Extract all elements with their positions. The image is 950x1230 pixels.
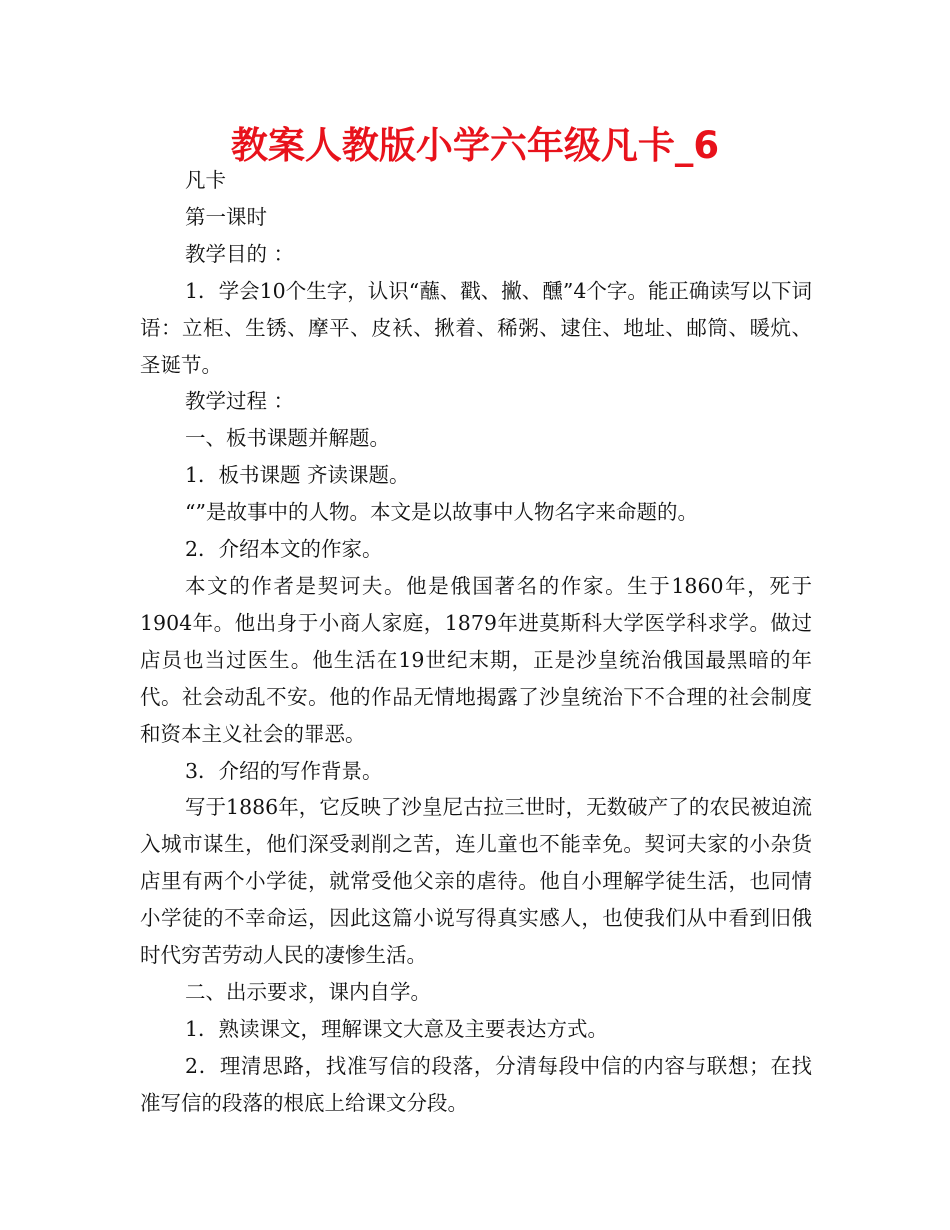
paragraph-goal-1: 1．学会10个生字，认识“蘸、戳、撇、醺”4个字。能正确读写以下词语：立柜、生锈、摩平、皮袄、揪着、稀粥、逮住、地址、邮筒、暖炕、圣诞节。 (140, 278, 812, 377)
section-heading-2: 二、出示要求，课内自学。 (185, 979, 431, 1004)
heading-lesson-name: 凡卡 (185, 168, 226, 192)
paragraph-title-note: “”是故事中的人物。本文是以故事中人物名字来命题的。 (185, 500, 698, 525)
paragraph-requirement-2: 2．理清思路，找准写信的段落，分清每段中信的内容与联想；在找准写信的段落的根底上给课文分段。 (140, 1053, 812, 1115)
section-heading-1: 一、板书课题并解题。 (185, 426, 390, 451)
heading-first-period: 第一课时 (185, 204, 267, 229)
paragraph-step-2: 2．介绍本文的作家。 (185, 537, 383, 562)
paragraph-step-1: 1．板书课题 齐读课题。 (185, 463, 410, 488)
heading-teaching-goals: 教学目的 ： (185, 241, 295, 266)
paragraph-author-intro: 本文的作者是契诃夫。他是俄国著名的作家。生于1860年，死于1904年。他出身于小商人家庭，1879年进莫斯科大学医学科求学。做过店员也当过医生。他生活在19世纪末期，正是沙皇统治俄国最黑暗的年代。社会动乱不安。他的作品无情地揭露了沙皇统治下不合理的社会制度和资本主义社会的罪恶。 (140, 573, 812, 746)
document-title: 教案人教版小学六年级凡卡_6 (230, 124, 720, 167)
paragraph-step-3: 3．介绍的写作背景。 (185, 758, 383, 783)
heading-teaching-process: 教学过程 ： (185, 389, 295, 414)
paragraph-background: 写于1886年，它反映了沙皇尼古拉三世时，无数破产了的农民被迫流入城市谋生，他们深受剥削之苦，连儿童也不能幸免。契诃夫家的小杂货店里有两个小学徒，就常受他父亲的虐待。他自小理解学徒生活，也同情小学徒的不幸命运，因此这篇小说写得真实感人，也使我们从中看到旧俄时代穷苦劳动人民的凄惨生活。 (140, 795, 812, 968)
document-body (140, 162, 812, 1122)
paragraph-requirement-1: 1．熟读课文，理解课文大意及主要表达方式。 (185, 1016, 609, 1041)
